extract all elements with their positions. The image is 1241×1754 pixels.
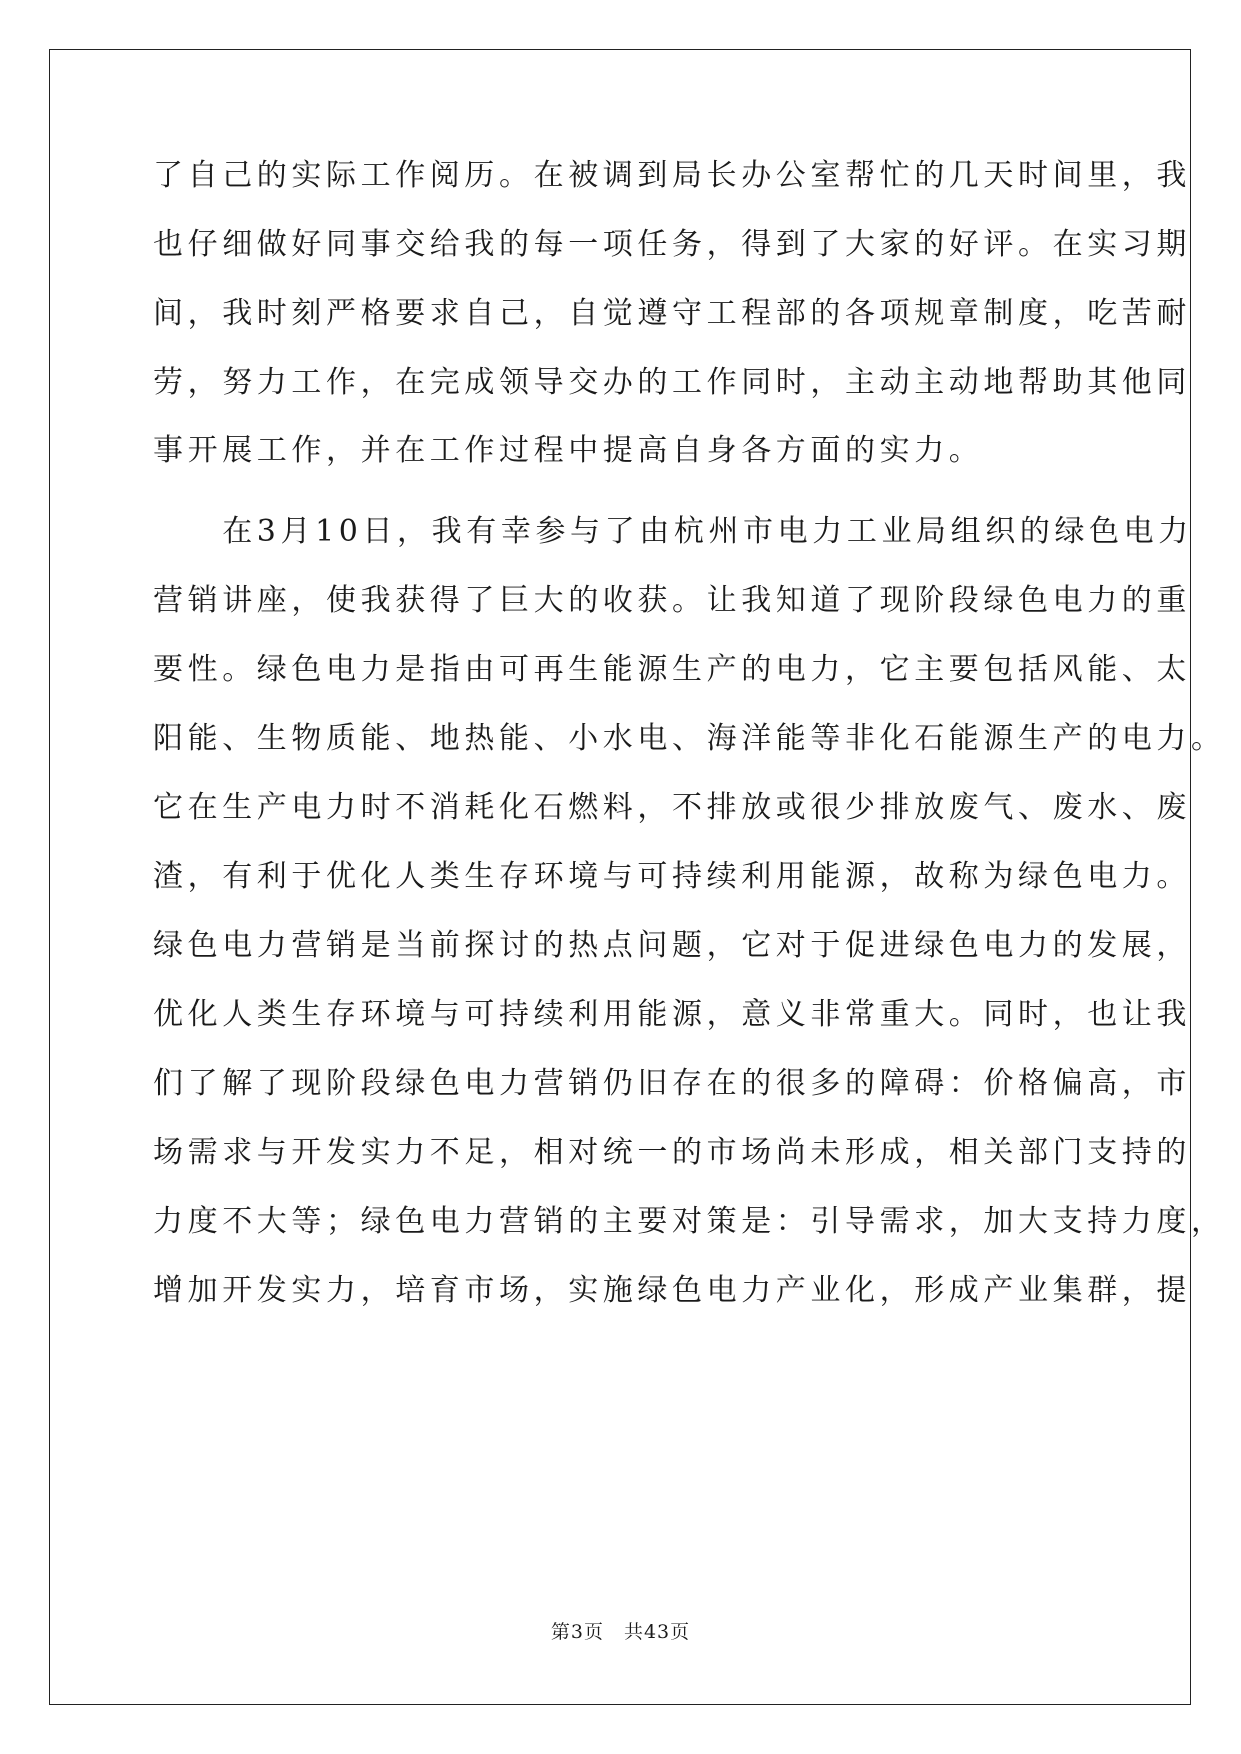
text-line: 优化人类生存环境与可持续利用能源，意义非常重大。同时，也让我	[153, 997, 1191, 1032]
text-line: 间，我时刻严格要求自己，自觉遵守工程部的各项规章制度，吃苦耐	[153, 296, 1191, 331]
text-line: 事开展工作，并在工作过程中提高自身各方面的实力。	[153, 433, 984, 468]
paragraph-first-line: 在3月10日，我有幸参与了由杭州市电力工业局组织的绿色电力	[153, 514, 1193, 549]
text-line: 了自己的实际工作阅历。在被调到局长办公室帮忙的几天时间里，我	[153, 158, 1191, 193]
text-line: 们了解了现阶段绿色电力营销仍旧存在的很多的障碍：价格偏高，市	[153, 1066, 1191, 1101]
text-line: 劳，努力工作，在完成领导交办的工作同时，主动主动地帮助其他同	[153, 365, 1191, 400]
page-number-footer: 第3页 共43页	[550, 1621, 691, 1643]
text-line: 也仔细做好同事交给我的每一项任务，得到了大家的好评。在实习期	[153, 227, 1191, 262]
text-line: 增加开发实力，培育市场，实施绿色电力产业化，形成产业集群，提	[153, 1273, 1191, 1308]
text-line: 渣，有利于优化人类生存环境与可持续利用能源，故称为绿色电力。	[153, 859, 1191, 894]
text-line: 阳能、生物质能、地热能、小水电、海洋能等非化石能源生产的电力。	[153, 721, 1226, 756]
text-line: 要性。绿色电力是指由可再生能源生产的电力，它主要包括风能、太	[153, 652, 1191, 687]
text-line: 场需求与开发实力不足，相对统一的市场尚未形成，相关部门支持的	[153, 1135, 1191, 1170]
text-line: 营销讲座，使我获得了巨大的收获。让我知道了现阶段绿色电力的重	[153, 583, 1191, 618]
text-line: 力度不大等；绿色电力营销的主要对策是：引导需求，加大支持力度，	[153, 1204, 1226, 1239]
text-line: 它在生产电力时不消耗化石燃料，不排放或很少排放废气、废水、废	[153, 790, 1191, 825]
text-line: 绿色电力营销是当前探讨的热点问题，它对于促进绿色电力的发展，	[153, 928, 1191, 963]
